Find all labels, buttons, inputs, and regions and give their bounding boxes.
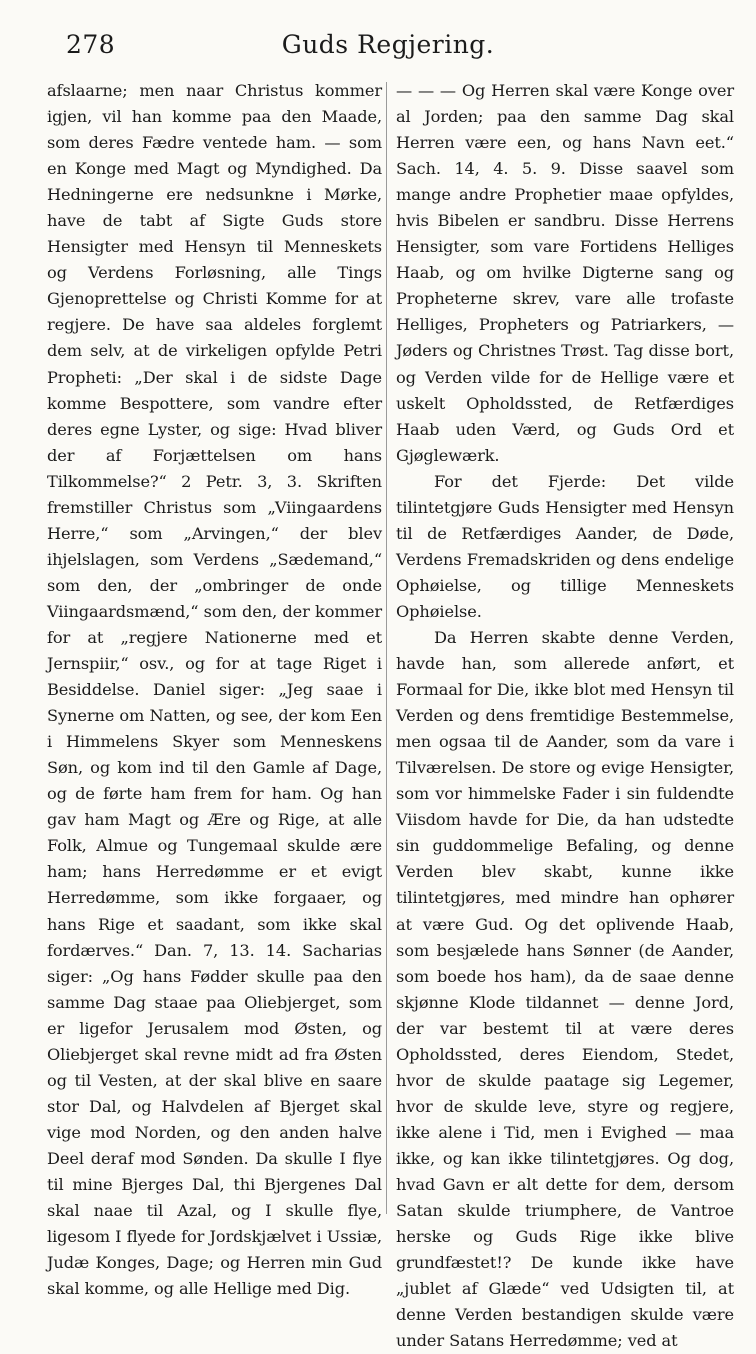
page-number: 278 [66, 30, 116, 59]
page-header [0, 24, 756, 68]
left-column [47, 78, 382, 1302]
right-paragraph-1: — — — Og Herren skal være Konge over al Jorden; paa den samme Dag skal Herren være een, og hans Navn eet.“ Sach. 14, 4. 5. 9. Disse saavel som mange andre Prophetier maae opfyldes, hvis Bibelen er sandbru. Disse Herrens Hensigter, som vare Fortidens Helliges Haab, og om hvilke Digterne sang og Propheterne skrev, vare alle trofaste Helliges, Propheters og Patriarkers, — Jøders og Christnes Trøst. Tag disse bort, og Verden vilde for de Hellige være et uskelt Opholdssted, de Retfærdiges Haab uden Værd, og Guds Ord et Gjøglewærk. [396, 81, 734, 465]
running-title: Guds Regjering. [281, 30, 495, 59]
right-column [396, 78, 734, 1354]
right-paragraph-3: Da Herren skabte denne Verden, havde han, som allerede anført, et Formaal for Die, ikke blot med Hensyn til Verden og dens fremtidige Bestemmelse, men ogsaa til de Aander, som da vare i Tilværelsen. De store og evige Hensigter, som vor himmelske Fader i sin fuldendte Viisdom havde for Die, da han udstedte sin guddommelige Befaling, og denne Verden blev skabt, kunne ikke tilintetgjøres, med mindre han ophører at være Gud. Og det oplivende Haab, som besjælede hans Sønner (de Aander, som boede hos ham), da de saae denne skjønne Klode tildannet — denne Jord, der var bestemt til at være deres Opholdssted, deres Eiendom, Stedet, hvor de skulde paatage sig Legemer, hvor de skulde leve, styre og regjere, ikke alene i Tid, men i Evighed — maa ikke, og kan ikke tilintetgjøres. Og dog, hvad Gavn er alt dette for dem, dersom Satan skulde triumphere, de Vantroe herske og Guds Rige ikke blive grundfæstet!? De kunde ikke have „jublet af Glæde“ ved Udsigten til, at denne Verden bestandigen skulde være under Satans Herredømme; ved at [396, 627, 734, 1351]
column-divider [386, 82, 387, 1214]
left-paragraph-1: afslaarne; men naar Christus kommer igjen, vil han komme paa den Maade, som deres Fædre ventede ham. — som en Konge med Magt og Myndighed. Da Hedningerne ere nedsunkne i Mørke, have de tabt af Sigte Guds store Hensigter med Hensyn til Menneskets og Verdens Forløsning, alle Tings Gjenoprettelse og Christi Komme for at regjere. De have saa aldeles forglemt dem selv, at de virkeligen opfylde Petri Propheti: „Der skal i de sidste Dage komme Bespottere, som vandre efter deres egne Lyster, og sige: Hvad bliver der af Forjættelsen om hans Tilkommelse?“ 2 Petr. 3, 3. Skriften fremstiller Christus som „Viingaardens Herre,“ som „Arvingen,“ der blev ihjelslagen, som Verdens „Sædemand,“ som den, der „ombringer de onde Viingaardsmænd,“ som den, der kommer for at „regjere Nationerne med et Jernspiir,“ osv., og for at tage Riget i Besiddelse. Daniel siger: „Jeg saae i Synerne om Natten, og see, der kom Een i Himmelens Skyer som Menneskens Søn, og kom ind til den Gamle af Dage, og de førte ham frem for ham. Og han gav ham Magt og Ære og Rige, at alle Folk, Almue og Tungemaal skulde ære ham; hans Herredømme er et evigt Herredømme, som ikke forgaaer, og hans Rige et saadant, som ikke skal fordærves.“ Dan. 7, 13. 14. Sacharias siger: „Og hans Fødder skulle paa den samme Dag staae paa Oliebjerget, som er ligefor Jerusalem mod Østen, og Oliebjerget skal revne midt ad fra Østen og til Vesten, at der skal blive en saare stor Dal, og Halvdelen af Bjerget skal vige mod Norden, og den anden halve Deel deraf mod Sønden. Da skulle I flye til mine Bjerges Dal, thi Bjergenes Dal skal naae til Azal, og I skulle flye, ligesom I flyede for Jordskjælvet i Ussiæ, Judæ Konges, Dage; og Herren min Gud skal komme, og alle Hellige med Dig. [47, 81, 382, 1299]
right-paragraph-2: For det Fjerde: Det vilde tilintetgjøre Guds Hensigter med Hensyn til de Retfærdiges Aander, de Døde, Verdens Fremadskriden og dens endelige Ophøielse, og tillige Menneskets Ophøielse. [396, 471, 734, 621]
